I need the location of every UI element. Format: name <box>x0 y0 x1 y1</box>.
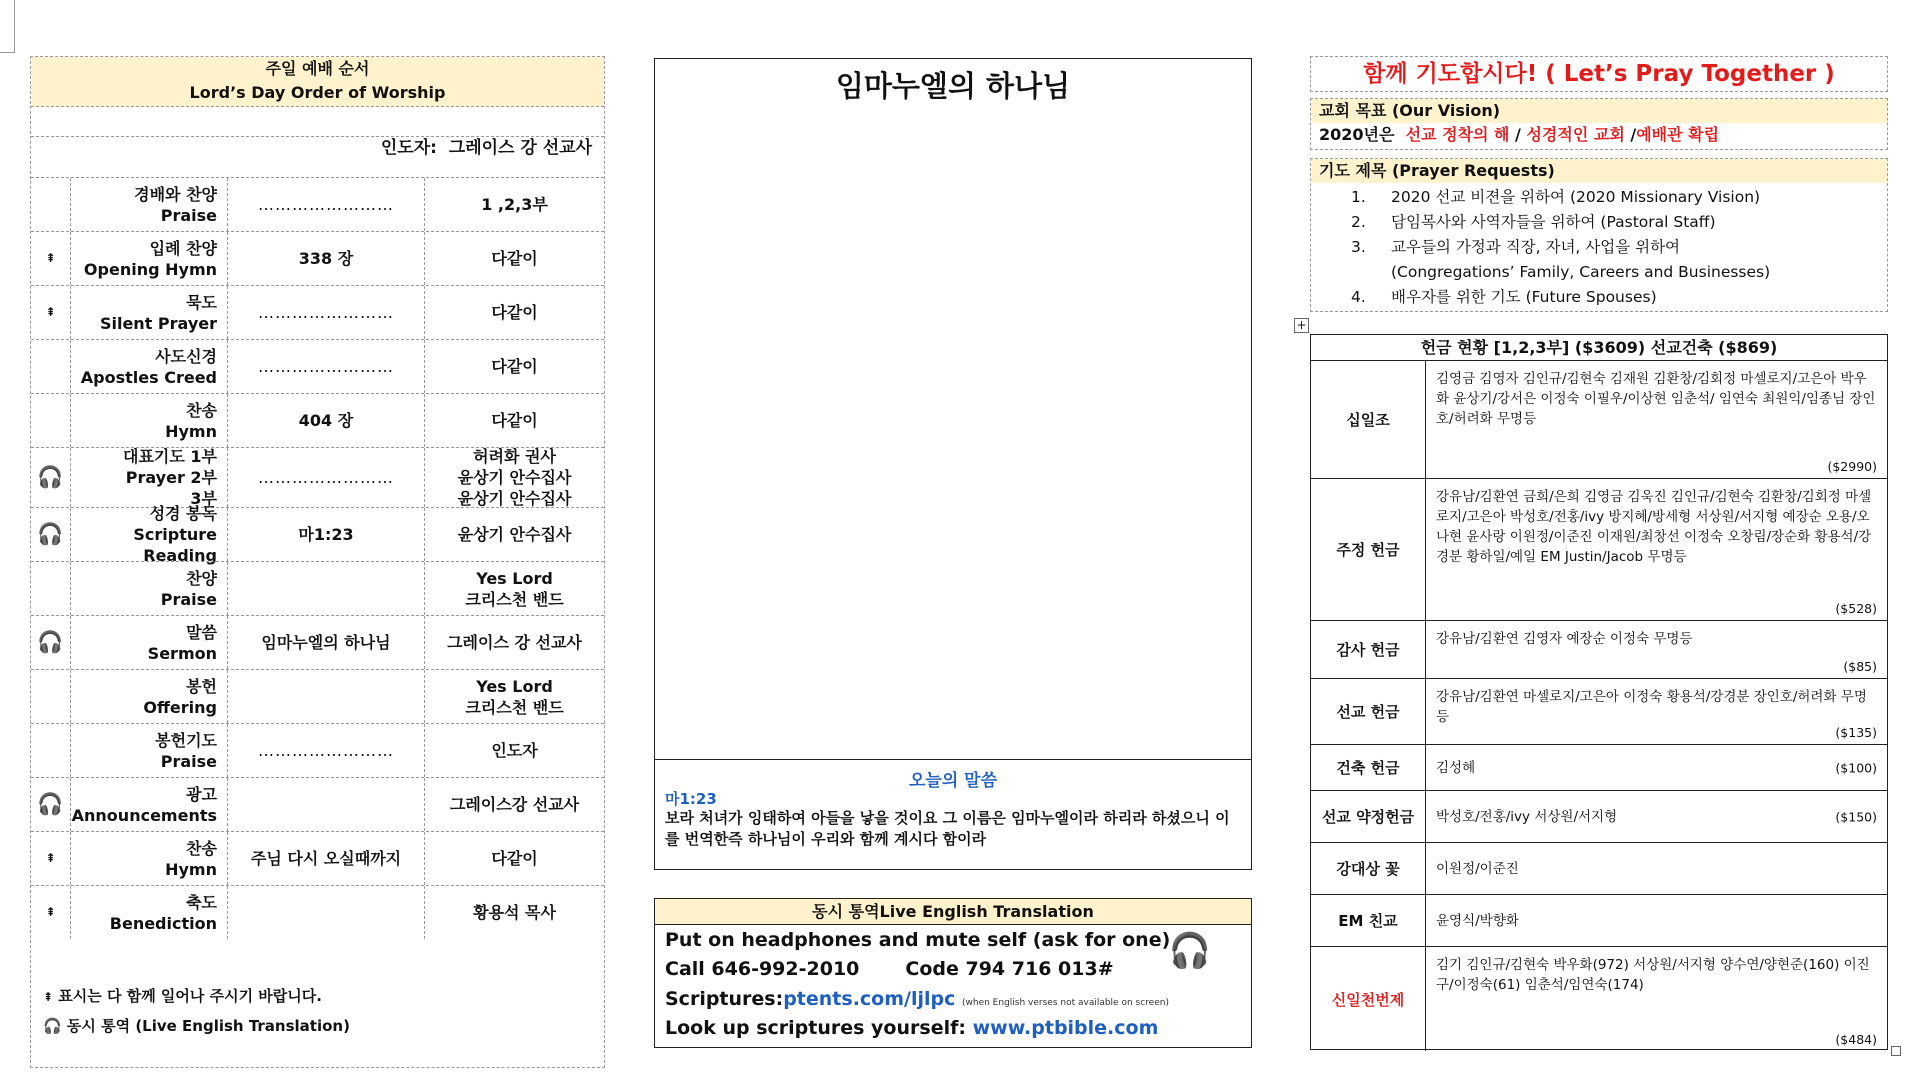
prayer-request-item <box>1351 185 1770 210</box>
offering-amount: ($484) <box>1835 1032 1877 1047</box>
order-row <box>31 504 604 565</box>
stand-mark-icon: ⇞ <box>45 305 56 319</box>
order-item-en: Apostles Creed <box>80 367 217 387</box>
order-item-name <box>71 832 228 885</box>
order-item-detail: 마1:23 <box>228 508 425 561</box>
order-item-detail <box>228 562 425 615</box>
prayer-request-item <box>1351 235 1770 260</box>
offering-amount: ($2990) <box>1827 459 1877 474</box>
order-item-ko: 봉헌기도 <box>155 730 217 750</box>
footnote-stand-text: 표시는 다 함께 일어나 주시기 바랍니다. <box>58 987 322 1005</box>
order-row <box>31 177 604 231</box>
prayer-request-item <box>1351 210 1770 235</box>
prayer-requests-heading: 기도 제목 (Prayer Requests) <box>1311 159 1887 183</box>
order-item-leader: Yes Lord 크리스천 밴드 <box>465 568 564 609</box>
order-mark-cell <box>31 886 71 939</box>
offering-names: 강유남/김환연 마셀로지/고은아 이정숙 황용석/강경분 장인호/허려화 무명등 <box>1436 689 1867 725</box>
offering-row <box>1311 791 1887 843</box>
order-title-en: Lord’s Day Order of Worship <box>189 83 446 102</box>
order-item-en: Hymn <box>165 421 217 441</box>
order-row <box>31 285 604 339</box>
headphone-icon: 🎧 <box>37 465 64 489</box>
order-mark-cell <box>31 286 71 339</box>
vision-goal-1: 선교 정착의 해 <box>1405 125 1510 144</box>
order-item-ko: 묵도 <box>186 292 217 312</box>
crop-mark <box>0 0 15 53</box>
order-item-ko: 광고 <box>186 784 217 804</box>
move-handle-icon[interactable]: + <box>1294 318 1309 333</box>
translation-line-lookup <box>665 1017 1158 1039</box>
resize-handle-icon[interactable] <box>1891 1046 1901 1056</box>
order-row <box>31 447 604 507</box>
offering-row <box>1311 895 1887 947</box>
offering-amount: ($85) <box>1843 659 1877 674</box>
order-item-ko: 말씀 <box>186 622 217 642</box>
offering-label: 건축 헌금 <box>1311 745 1426 790</box>
footnote-hp-text: 동시 통역 (Live English Translation) <box>66 1017 350 1035</box>
order-item-detail: …………………… <box>228 340 425 393</box>
order-item-name <box>71 340 228 393</box>
offering-row <box>1311 621 1887 679</box>
order-row <box>31 393 604 447</box>
order-item-name <box>71 286 228 339</box>
order-item-leader: 다같이 <box>491 303 538 322</box>
offering-label: 주정 헌금 <box>1311 479 1426 620</box>
order-row <box>31 777 604 831</box>
order-item-leader: Yes Lord 크리스천 밴드 <box>465 676 564 717</box>
order-row <box>31 669 604 723</box>
order-mark-cell <box>31 448 71 507</box>
order-item-en: Sermon <box>147 643 217 663</box>
order-mark-cell <box>31 724 71 777</box>
order-item-detail <box>228 670 425 723</box>
offering-names: 김성혜 <box>1436 759 1476 776</box>
translation-box <box>654 898 1252 1048</box>
leader-name: 그레이스 강 선교사 <box>448 138 592 158</box>
scripture-text: 보라 처녀가 잉태하여 아들을 낳을 것이요 그 이름은 임마누엘이라 하리라 하셨으니 이를 번역한즉 하나님이 우리와 함께 계시다 함이라 <box>665 809 1230 848</box>
order-mark-cell <box>31 616 71 669</box>
prayer-request-number: 2. <box>1351 213 1366 231</box>
lookup-label: Look up scriptures yourself: <box>665 1017 966 1039</box>
order-row <box>31 561 604 615</box>
prayer-request-item <box>1351 260 1770 285</box>
offering-label: 감사 헌금 <box>1311 621 1426 678</box>
prayer-title: 함께 기도합시다! ( Let’s Pray Together ) <box>1363 61 1835 87</box>
order-item-ko: 봉헌 <box>186 676 217 696</box>
vision-box <box>1310 98 1888 150</box>
offering-names: 박성호/전홍/ivy 서상원/서지형 <box>1436 808 1618 825</box>
prayer-request-text: 교우들의 가정과 직장, 자녀, 사업을 위하여 <box>1391 238 1681 256</box>
leader-label: 인도자: <box>380 138 437 158</box>
offering-heading: 헌금 현황 [1,2,3부] ($3609) 선교건축 ($869) <box>1311 335 1887 361</box>
order-item-ko: 성경 봉독 <box>149 504 217 523</box>
order-item-ko: 사도신경 <box>155 346 217 366</box>
scriptures-link[interactable]: ptents.com/ljlpc <box>783 988 956 1010</box>
order-mark-cell <box>31 178 71 231</box>
vision-heading: 교회 목표 (Our Vision) <box>1311 99 1887 123</box>
order-item-name <box>71 448 228 507</box>
order-item-detail: …………………… <box>228 724 425 777</box>
order-item-name <box>71 778 228 831</box>
order-mark-cell <box>31 232 71 285</box>
ptbible-link[interactable]: www.ptbible.com <box>972 1017 1159 1039</box>
order-item-en: Praise <box>160 205 217 225</box>
headphone-icon: 🎧 <box>1168 931 1211 971</box>
order-item-ko: 입례 찬양 <box>149 238 217 258</box>
order-item-leader: 그레이스강 선교사 <box>449 795 580 814</box>
order-item-en: Silent Prayer <box>99 313 217 333</box>
call-code: Code 794 716 013# <box>905 958 1114 980</box>
order-row <box>31 723 604 777</box>
offering-label: 십일조 <box>1311 361 1426 478</box>
offering-names: 김기 김인규/김현숙 박우화(972) 서상원/서지형 양수연/양현준(160) 이진구/이정숙(61) 임춘석/임연숙(174) <box>1436 957 1870 993</box>
headphone-icon: 🎧 <box>43 1017 62 1035</box>
order-item-name <box>71 178 228 231</box>
order-mark-cell <box>31 562 71 615</box>
order-item-en: Benediction <box>109 913 217 933</box>
order-item-name <box>71 886 228 939</box>
offering-amount: ($528) <box>1835 601 1877 616</box>
scriptures-note: (when English verses not available on screen) <box>962 998 1169 1008</box>
offering-label: 강대상 꽃 <box>1311 843 1426 894</box>
prayer-request-number: 4. <box>1351 288 1366 306</box>
order-item-name <box>71 616 228 669</box>
order-item-leader: 다같이 <box>491 249 538 268</box>
prayer-request-number: 3. <box>1351 238 1366 256</box>
order-item-detail: 404 장 <box>228 394 425 447</box>
offering-label: 선교 헌금 <box>1311 679 1426 744</box>
offering-amount: ($135) <box>1835 725 1877 740</box>
order-item-detail: …………………… <box>228 178 425 231</box>
order-item-leader: 허려화 권사 윤상기 안수집사 윤상기 안수집사 <box>457 447 572 508</box>
headphone-icon: 🎧 <box>37 522 64 546</box>
offering-row <box>1311 679 1887 745</box>
offering-label: 선교 약정헌금 <box>1311 791 1426 842</box>
order-item-en: Announcements <box>71 805 217 825</box>
translation-line-call <box>665 958 1114 980</box>
offering-amount: ($100) <box>1835 760 1877 775</box>
sermon-title: 임마누엘의 하나님 <box>835 69 1071 103</box>
order-item-name <box>71 232 228 285</box>
order-mark-cell <box>31 508 71 561</box>
prayer-request-text: 배우자를 위한 기도 (Future Spouses) <box>1391 288 1657 306</box>
order-mark-cell <box>31 832 71 885</box>
order-of-worship-panel <box>30 56 605 1068</box>
todays-word-heading: 오늘의 말씀 <box>908 771 998 791</box>
offering-names: 강유남/김환연 금희/은희 김영금 김욱진 김인규/김현숙 김환창/김회정 마셀로지/고은아 박성호/전홍/ivy 방지혜/방세형 서상원/서지형 예장순 오용/오나현 윤사랑 이원정/이준진 이재원/최창선 이정숙 오창림/장순화 황용석/강경분 황하일/예일 EM Justin/Jacob 무명등 <box>1436 489 1872 565</box>
order-item-en: Praise <box>160 589 217 609</box>
order-item-leader: 다같이 <box>491 411 538 430</box>
offering-label: EM 친교 <box>1311 895 1426 946</box>
order-item-detail <box>228 886 425 939</box>
vision-sep-1: / <box>1509 125 1527 144</box>
stand-mark-icon: ⇞ <box>45 905 56 919</box>
order-item-detail: …………………… <box>228 286 425 339</box>
order-item-leader: 1 ,2,3부 <box>481 195 548 214</box>
sermon-panel <box>654 58 1252 870</box>
vision-goal-3: 예배관 확립 <box>1636 125 1720 144</box>
offering-row <box>1311 745 1887 791</box>
vision-goal-2: 성경적인 교회 <box>1526 125 1625 144</box>
order-item-detail: 338 장 <box>228 232 425 285</box>
prayer-request-text: 2020 선교 비젼을 위하여 (2020 Missionary Vision) <box>1391 188 1761 206</box>
order-row <box>31 615 604 669</box>
prayer-requests-list <box>1351 185 1770 310</box>
order-item-en: Opening Hymn <box>83 259 217 279</box>
order-item-leader: 윤상기 안수집사 <box>457 525 572 544</box>
order-item-name <box>71 562 228 615</box>
prayer-title-box <box>1310 56 1888 92</box>
order-title-ko: 주일 예배 순서 <box>265 59 370 78</box>
headphone-icon: 🎧 <box>37 792 64 816</box>
prayer-request-number: 1. <box>1351 188 1366 206</box>
order-row <box>31 231 604 285</box>
call-number: Call 646-992-2010 <box>665 958 860 980</box>
order-item-en: Hymn <box>165 859 217 879</box>
scripture-reference: 마1:23 <box>665 790 717 808</box>
offering-names: 강유남/김환연 김영자 예장순 이정숙 무명등 <box>1436 631 1693 647</box>
order-item-name <box>71 670 228 723</box>
translation-heading: 동시 통역Live English Translation <box>655 899 1251 925</box>
order-item-en: Scripture Reading <box>133 525 217 565</box>
offering-label: 신일천번제 <box>1311 947 1426 1051</box>
order-footnotes <box>43 982 350 1041</box>
offering-names: 이원정/이준진 <box>1436 860 1519 877</box>
order-item-ko: 찬양 <box>186 568 217 588</box>
order-mark-cell <box>31 340 71 393</box>
offering-row <box>1311 361 1887 479</box>
order-item-detail: 주님 다시 오실때까지 <box>228 832 425 885</box>
order-item-name <box>71 724 228 777</box>
order-item-ko: 대표기도 1부 Prayer 2부 3부 <box>123 447 217 508</box>
order-leader <box>381 133 592 158</box>
offering-row <box>1311 843 1887 895</box>
offering-row <box>1311 479 1887 621</box>
order-item-leader: 그레이스 강 선교사 <box>447 633 582 652</box>
stand-mark-icon: ⇞ <box>45 851 56 865</box>
translation-line-scriptures <box>665 988 1169 1010</box>
order-item-leader: 인도자 <box>491 741 538 760</box>
order-item-detail: …………………… <box>228 448 425 507</box>
translation-line-headphones: Put on headphones and mute self (ask for one) <box>665 929 1171 951</box>
order-item-name <box>71 504 228 565</box>
offering-names: 윤영식/박향화 <box>1436 912 1519 929</box>
offering-table <box>1310 334 1888 1050</box>
vision-text <box>1319 123 1719 147</box>
prayer-request-text: (Congregations’ Family, Careers and Businesses) <box>1391 263 1771 281</box>
order-row <box>31 339 604 393</box>
order-item-leader: 다같이 <box>491 849 538 868</box>
order-item-en: Offering <box>143 697 217 717</box>
offering-amount: ($150) <box>1835 809 1877 824</box>
order-item-name <box>71 394 228 447</box>
stand-mark-icon: ⇞ <box>45 251 56 265</box>
vision-year: 2020년은 <box>1319 125 1395 144</box>
todays-word-box <box>655 759 1251 869</box>
order-header <box>31 57 604 107</box>
order-item-ko: 찬송 <box>186 838 217 858</box>
order-row <box>31 885 604 939</box>
headphone-icon: 🎧 <box>37 630 64 654</box>
footnote-stand <box>43 982 350 1012</box>
order-item-detail <box>228 778 425 831</box>
order-item-leader: 황용석 목사 <box>473 903 556 922</box>
vision-sep-2: / <box>1624 125 1637 144</box>
offering-row <box>1311 947 1887 1051</box>
prayer-request-text: 담임목사와 사역자들을 위하여 (Pastoral Staff) <box>1391 213 1716 231</box>
offering-names: 김영금 김영자 김인규/김현숙 김재원 김환창/김회정 마셀로지/고은아 박우화 윤상기/강서은 이정숙 이필우/이상현 임춘석/ 임연숙 최원익/임종님 장인호/허려화 무명등 <box>1436 371 1876 427</box>
order-item-leader: 다같이 <box>491 357 538 376</box>
prayer-requests-box <box>1310 158 1888 312</box>
order-item-detail: 임마누엘의 하나님 <box>228 616 425 669</box>
scriptures-label: Scriptures: <box>665 988 784 1010</box>
footnote-headphone <box>43 1012 350 1041</box>
prayer-request-item <box>1351 285 1770 310</box>
order-mark-cell <box>31 394 71 447</box>
order-item-ko: 축도 <box>186 892 217 912</box>
order-item-ko: 경배와 찬양 <box>134 184 217 204</box>
order-item-en: Praise <box>160 751 217 771</box>
order-item-ko: 찬송 <box>186 400 217 420</box>
order-row <box>31 831 604 885</box>
order-mark-cell <box>31 778 71 831</box>
stand-mark-icon: ⇞ <box>43 990 54 1004</box>
order-mark-cell <box>31 670 71 723</box>
